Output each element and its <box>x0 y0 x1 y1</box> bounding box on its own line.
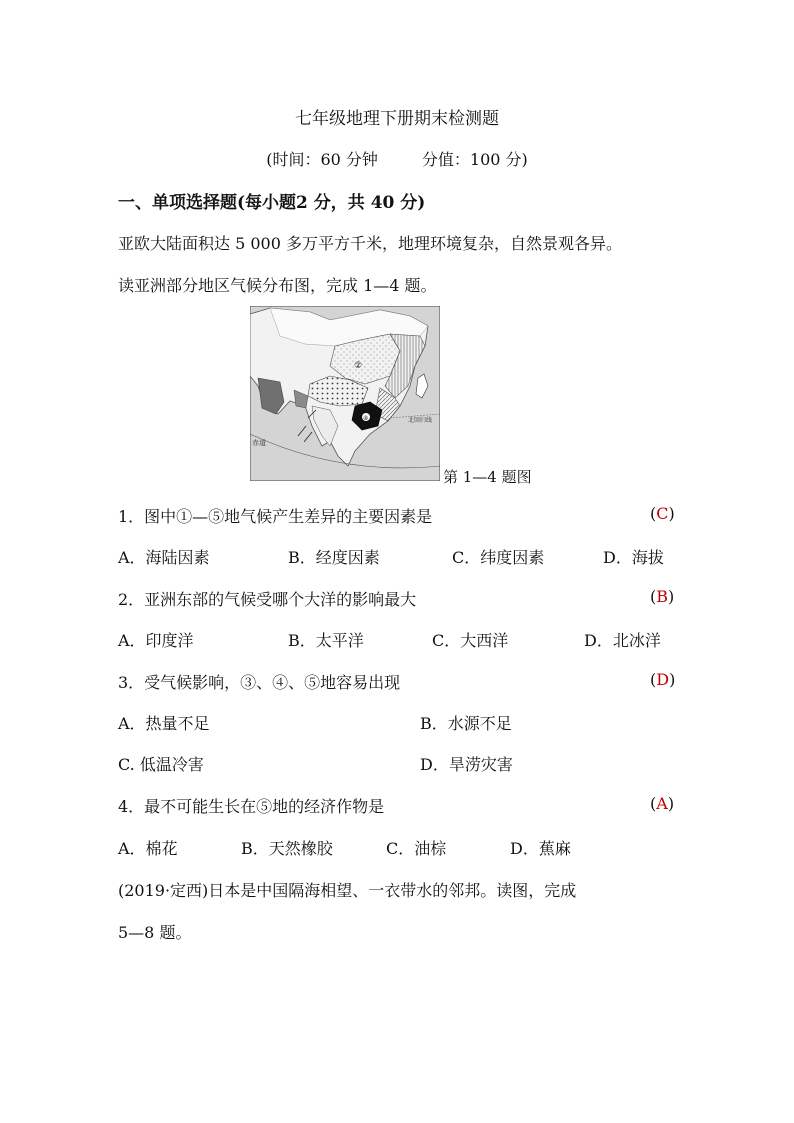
question-1-answer: (C) <box>650 504 675 523</box>
question-4-option-d: D．蕉麻 <box>510 839 571 858</box>
question-4-answer: (A) <box>650 794 675 813</box>
question-1-option-a: A．海陆因素 <box>118 548 210 567</box>
exam-time: (时间：60 分钟 <box>266 150 378 169</box>
question-3-option-d: D．旱涝灾害 <box>420 755 513 774</box>
question-3-option-c: C. 低温冷害 <box>118 755 204 774</box>
map-label-sea: 赤道 <box>252 439 266 447</box>
question-2-answer: (B) <box>650 587 675 606</box>
map-label-line: 北回归线 <box>408 417 433 424</box>
question-3-stem: 3．受气候影响，③、④、⑤地容易出现 <box>118 673 401 692</box>
map-label-region2: ② <box>354 361 363 371</box>
question-2-stem: 2．亚洲东部的气候受哪个大洋的影响最大 <box>118 590 417 609</box>
map-label-region4: ④ <box>363 415 369 422</box>
question-4-option-c: C．油棕 <box>386 839 447 858</box>
question-1-option-d: D．海拔 <box>603 548 664 567</box>
question-2-option-c: C．大西洋 <box>432 631 509 650</box>
question-3-option-b: B．水源不足 <box>420 714 512 733</box>
intro2-line-1: (2019·定西)日本是中国隔海相望、一衣带水的邻邦。读图，完成 <box>118 881 577 900</box>
section-heading: 一、单项选择题(每小题2 分，共 40 分) <box>118 193 426 213</box>
exam-info <box>0 147 794 170</box>
question-2-option-a: A．印度洋 <box>118 631 194 650</box>
question-4-stem: 4．最不可能生长在⑤地的经济作物是 <box>118 797 385 816</box>
question-4-option-a: A．棉花 <box>118 839 178 858</box>
question-1-option-b: B．经度因素 <box>288 548 380 567</box>
intro-line-2: 读亚洲部分地区气候分布图，完成 1—4 题。 <box>118 276 437 295</box>
exam-score: 分值：100 分) <box>421 150 528 169</box>
asia-climate-map <box>250 306 440 481</box>
question-3-option-a: A．热量不足 <box>118 714 210 733</box>
question-3-answer: (D) <box>650 670 676 689</box>
question-1-option-c: C．纬度因素 <box>452 548 545 567</box>
intro2-line-2: 5—8 题。 <box>118 923 192 942</box>
question-4-option-b: B．天然橡胶 <box>241 839 333 858</box>
figure-caption: 第 1—4 题图 <box>443 468 532 486</box>
page-title: 七年级地理下册期末检测题 <box>295 109 499 129</box>
question-2-option-d: D．北冰洋 <box>584 631 661 650</box>
intro-line-1: 亚欧大陆面积达 5 000 多万平方千米，地理环境复杂，自然景观各异。 <box>118 234 622 253</box>
question-2-option-b: B．太平洋 <box>288 631 364 650</box>
question-1-stem: 1．图中①—⑤地气候产生差异的主要因素是 <box>118 507 433 526</box>
